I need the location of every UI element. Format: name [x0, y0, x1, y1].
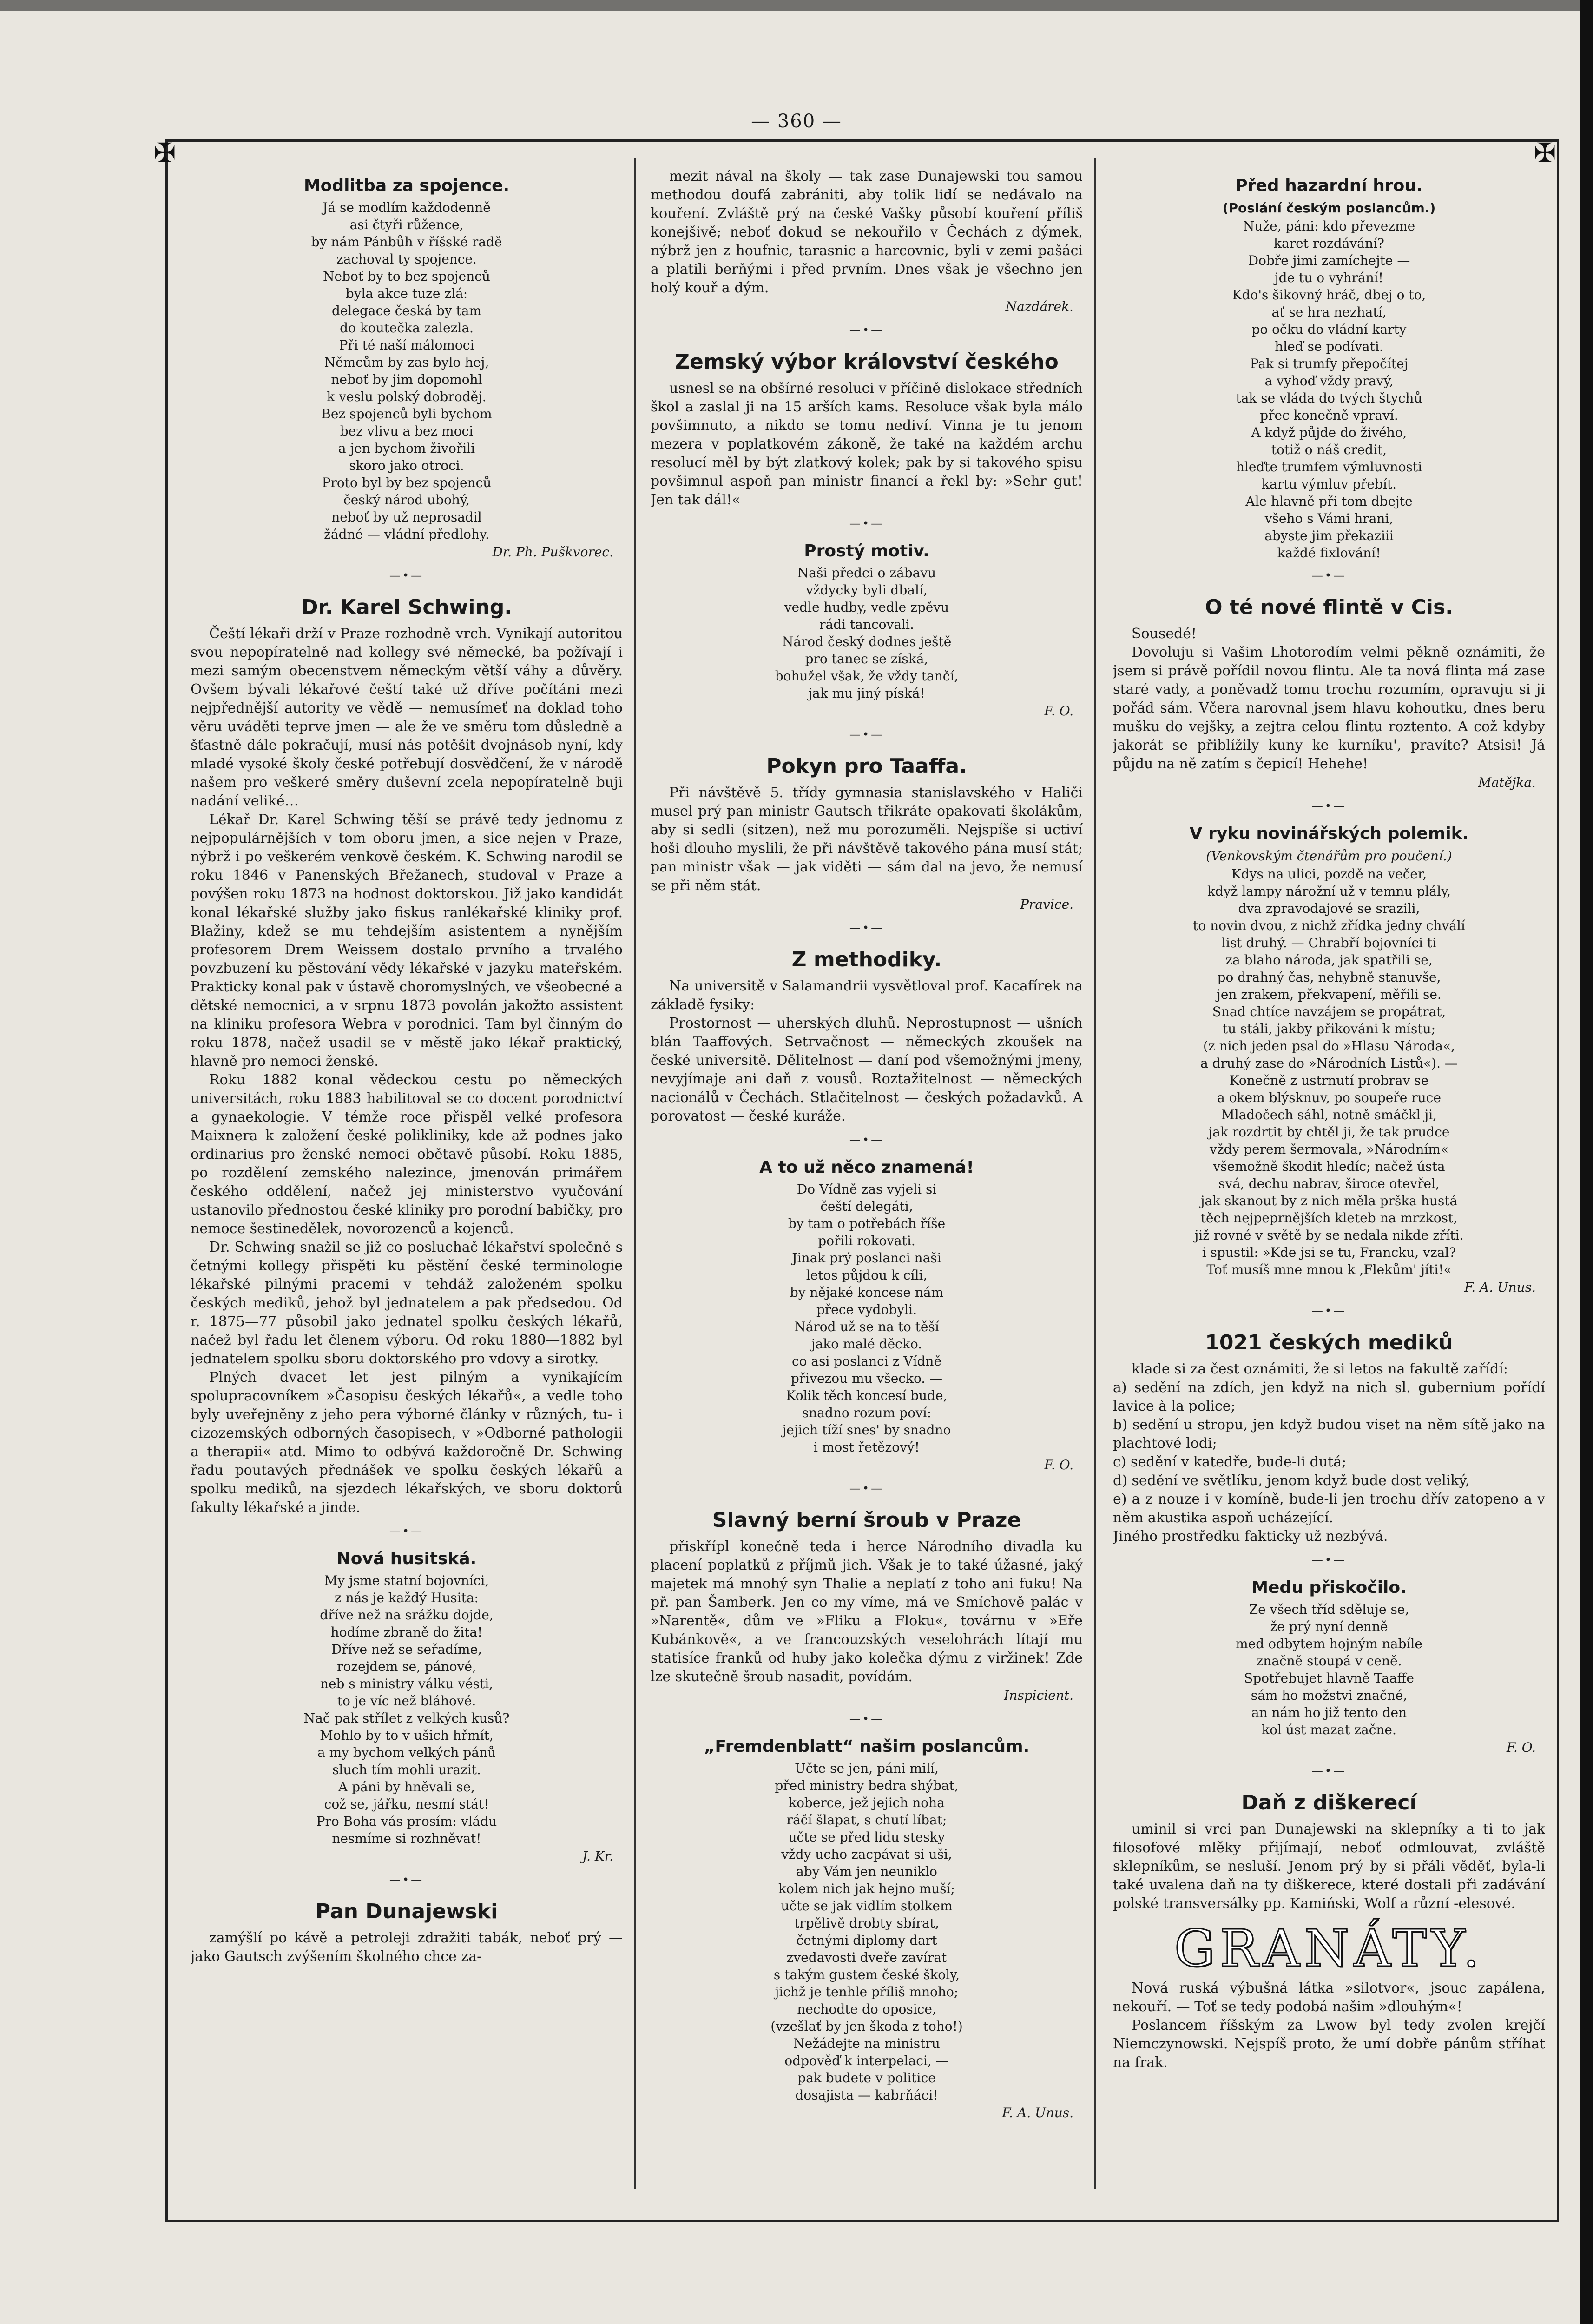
article-granaty	[1113, 1921, 1545, 2072]
signature: F. O.	[1506, 1740, 1536, 1755]
article-body	[651, 167, 1083, 297]
poem-line: Kolik těch koncesí bude,	[786, 1388, 948, 1403]
granaty-heading: GRANÁTY.	[1174, 1919, 1484, 1978]
poem-line: Naši předci o zábavu	[797, 565, 936, 581]
poem-line: Ze všech tříd sděluje se,	[1249, 1602, 1409, 1617]
divider: —•—	[1311, 569, 1347, 582]
article-title: A to už něco znamená!	[759, 1158, 974, 1177]
paragraph: Prostornost — uherských dluhů. Neprostupnost — ušních blán Taaffových. Setrvačnost — německých zkoušek na české universitě. Dělitelnost — daní pod všemožnými jmeny, nevyjímaje ani daň z vousů. Roztažitelnost — německých nacionálů v Čechách. Stlačitelnost — českých požadavků. A porovatost — české kuráže.	[651, 1015, 1083, 1124]
poem-line: z nás je každý Husita:	[334, 1590, 479, 1605]
poem-lines	[651, 1181, 1083, 1456]
article-subtitle: (Venkovským čtenářům pro poučení.)	[1206, 848, 1452, 864]
poem-line: abyste jim překaziii	[1264, 528, 1394, 543]
poem-line: nechodte do oposice,	[797, 2001, 936, 2017]
poem-lines	[191, 199, 623, 543]
paragraph: Lékař Dr. Karel Schwing těší se právě tedy jednomu z nejpopulárnějších v tom oboru jmen, a sice nejen v Praze, nýbrž i po veškerém venkově českém. K. Schwing narodil se roku 1846 v Panenských Břežanech, studoval v Praze a povýšen roku 1873 na hodnost doktorskou. Již jako kandidát konal lékařské služby jako fiskus ranlékařské kliniky prof. Blažiny, kdež se mu tehdejším asistentem a nynějším profesorem Drem Weissem dostalo prvního a trvalého povzbuzení ku pěstování vědy lékařské v jazyku mateřském. Prakticky konal pak v ústavě choromyslných, ve všeobecné a dětské nemocnici, a v srpnu 1873 povolán jakožto assistent na kliniku profesora Webra v porodnici. Tam byl činným do roku 1878, načež usadil se v městě jako lékař praktický, hlavně pro nemoci ženské.	[191, 812, 623, 1070]
poem-line: dosajista — kabrňáci!	[795, 2087, 938, 2103]
poem-line: ráčí šlapat, s chutí líbat;	[786, 1812, 947, 1828]
divider: —•—	[849, 728, 884, 741]
signature: F. O.	[1044, 1457, 1073, 1472]
paragraph: Plných dvacet let jest pilným a vynikajícím spolupracovníkem »Časopisu českých lékařů«, a vedle toho byly uveřejněny z jeho pera výborné články v různých, tu- i cizozemských odborných časopisech, v »Odborné pathologii a therapii« atd. Mimo to odbývá každoročně Dr. Schwing řadu poutavých přednášek ve spolku českých lékařů a spolku mediků, na sjezdech lékařských, ve sboru doktorů fakulty lékařské a jinde.	[191, 1369, 623, 1516]
column-rule-2	[1094, 158, 1096, 2189]
poem-line: by nám Pánbůh v říšské radě	[311, 234, 502, 250]
poem-line: odpověď k interpelaci, —	[784, 2053, 949, 2068]
poem-line: zvedavosti dveře zavírat	[786, 1950, 947, 1965]
divider: —•—	[849, 324, 884, 337]
poem-line: jen zrakem, překvapení, měřili se.	[1217, 987, 1442, 1002]
article-dunajewski	[191, 1899, 623, 1966]
article-body	[191, 625, 623, 1517]
article-title: Nová husitská.	[336, 1549, 477, 1568]
article-medici	[1113, 1330, 1545, 1546]
page-number: — 360 —	[751, 111, 842, 132]
poem-line: pak budete v politice	[797, 2070, 936, 2086]
poem-line: před ministry bedra shýbat,	[775, 1778, 959, 1793]
paragraph: zamýšlí po kávě a petroleji zdražiti tabák, neboť prý — jako Gautsch zvýšením školného chce za-	[191, 1930, 623, 1965]
poem-line: jak skanout by z nich měla prška hustá	[1200, 1193, 1458, 1208]
divider: —•—	[849, 517, 884, 530]
divider: —•—	[849, 1712, 884, 1725]
poem-line: tu stáli, jakby přikováni k místu;	[1222, 1021, 1436, 1037]
paragraph: usnesl se na obšírné resoluci v příčině dislokace středních škol a zaslal ji na 15 arších kams. Resoluce však byla málo povšimnuto, a nikdo se tomu nediví. Vinna je tu jenom mezera v poplatkovém zákoně, že také na každém archu resolucí měl by být zlatkový kolek; pak by si takového spisu povšimnul aspoň pan ministr financí a řekl by: »Sehr gut! Jen tak dál!«	[651, 380, 1083, 508]
article-polemiky	[1113, 824, 1545, 1297]
poem-line: za blaho národa, jak spatřili se,	[1225, 952, 1433, 968]
article-medu	[1113, 1578, 1545, 1757]
poem-line: Toť musíš mne mnou k ,Flekům' jíti!«	[1206, 1262, 1452, 1277]
paragraph: klade si za čest oznámiti, že si letos na fakultě zařídí:	[1132, 1361, 1508, 1377]
poem-line: trpělivě drobty sbírat,	[794, 1915, 939, 1931]
poem-line: když lampy nárožní už v temnu plály,	[1207, 884, 1451, 899]
poem-line: vždy perem šermovala, »Národním«	[1210, 1142, 1448, 1157]
poem-line: bohužel však, že vždy tančí,	[775, 668, 959, 684]
poem-line: přec konečně vpraví.	[1260, 408, 1398, 423]
poem-line: Já se modlím každodenně	[323, 200, 491, 215]
poem-line: těch nejpeprnějších kleteb na mrzkost,	[1200, 1210, 1458, 1226]
paragraph: Poslancem říšským za Lwow byl tedy zvolen krejčí Niemczynowski. Nejspíš proto, že umí dobře pánům stříhat na frak.	[1113, 2017, 1545, 2071]
paragraph: mezit nával na školy — tak zase Dunajewski tou samou methodou doufá zabrániti, aby tolik lidí se nedávalo na kouření. Zvláště prý na české Vašky působí kouření příliš konejšivě; neboť dokud se nekouřilo v Čechách z dýmek, nýbrž jen z houfnic, tarasnic a harcovnic, byli v zemi pašáci a platili berňými i před prvním. Dnes však je všechno jen holý kouř a dým.	[651, 168, 1083, 296]
paragraph: d) sedění ve světlíku, jenom když bude dost veliký,	[1113, 1472, 1470, 1489]
poem-line: koberce, jež jejich noha	[789, 1795, 945, 1810]
poem-line: že prý nyní denně	[1270, 1619, 1388, 1634]
poem-line: i spustil: »Kde jsi se tu, Francku, vzal?	[1202, 1245, 1456, 1260]
article-title: Daň z diškerecí	[1241, 1791, 1417, 1815]
poem-line: delegace česká by tam	[331, 303, 482, 318]
signature: Pravice.	[1020, 897, 1073, 912]
poem-line: a vyhoď vždy pravý,	[1264, 373, 1394, 389]
poem-line: jde tu o vyhrání!	[1274, 270, 1383, 285]
paragraph: Dr. Schwing snažil se již co posluchač lékařství společně s četnými kollegy přispěti ku pěstění české terminologie lékařské pilnými pracemi v tehdáž založeném spolku českých mediků, jehož byl jednatelem a pak předsedou. Od r. 1875—77 působil jako jednatel spolku českých lékařů, načež byl řadu let členem výboru. Od roku 1880—1882 byl jednatelem spolku sboru doktorského pro vdovy a sirotky.	[191, 1239, 623, 1367]
poem-line: každé fixlování!	[1277, 545, 1381, 561]
poem-line: Pro Boha vás prosím: vládu	[316, 1814, 497, 1829]
article-title: O té nové flintě v Cis.	[1205, 595, 1453, 619]
article-fremdenblatt	[651, 1736, 1083, 2122]
paragraph: b) sedění u stropu, jen když budou viset na něm sítě jako na plachtové lodi;	[1113, 1417, 1545, 1452]
poem-line: Kdo's šikovný hráč, dbej o to,	[1232, 287, 1426, 303]
paragraph: c) sedění v katedře, bude-li dutá;	[1113, 1454, 1347, 1470]
poem-line: jako malé děcko.	[811, 1336, 922, 1352]
poem-line: Pak si trumfy přepočítej	[1250, 356, 1409, 371]
paragraph: Čeští lékaři drží v Praze rozhodně vrch. Vynikají autoritou svou nepopíratelně nad kollegy své německé, ba požívají i mezi samým obecenstvem německým větší váhy a důvěry. Ovšem bývali lékařové čeští také už dříve počítáni mezi nejpřednější autority ve vědě — nemusímeť na doklad toho věru uváděti teprve jmen — ale že ve směru tom důsledně a šťastně dále pokračují, musí nás potěšit dvojnásob nyní, kdy mladé vysoké školy české potřebují dosvědčení, že v národě našem pro veškeré směry duševní zcela nepopíratelně buji nadání veliké…	[191, 626, 623, 809]
poem-line: což se, jářku, nesmí stát!	[324, 1796, 489, 1812]
signature: Nazdárek.	[1005, 299, 1073, 314]
poem-line: ať se hra nezhatí,	[1271, 304, 1387, 320]
divider: —•—	[1311, 1764, 1347, 1777]
poem-line: Jinak prý poslanci naši	[792, 1250, 941, 1266]
poem-line: Němcům by zas bylo hej,	[324, 355, 489, 370]
paragraph: Roku 1882 konal vědeckou cestu po německých universitách, roku 1883 habilitoval se co docent porodnictví a gynaekologie. V témže roce přispěl velké profesora Maixnera k založení české polikliniky, kde až podnes jako ordinarius pro ženské nemoci obětavě působí. Roku 1885, po rozdělení zemského nalezince, jmenován primářem českého oddělení, načež jej ministerstvo vyučování ustanovilo přednostou české kliniky pro porodní babičky, pro nemoce šestinedělek, novorozenců a kojenců.	[191, 1072, 623, 1237]
poem-line: Snad chtíce navzájem se propátrat,	[1212, 1004, 1446, 1019]
article-title: Zemský výbor království českého	[675, 350, 1059, 374]
poem-line: k veslu polský dobroděj.	[327, 389, 487, 404]
poem-line: s takým gustem české školy,	[773, 1967, 960, 1982]
scan-edge-top	[0, 0, 1593, 11]
article-title: Pokyn pro Taaffa.	[766, 754, 967, 778]
poem-line: Mohlo by to v ušich hřmít,	[320, 1728, 494, 1743]
article-body	[1113, 1360, 1545, 1379]
poem-line: Nežádejte na ministru	[793, 2036, 940, 2051]
article-title: Pan Dunajewski	[315, 1900, 498, 1923]
poem-line: bez vlivu a bez moci	[340, 423, 474, 439]
poem-line: neboť by už neprosadil	[331, 509, 482, 525]
column-2	[651, 167, 1083, 2166]
poem-line: Proto byl by bez spojenců	[322, 475, 492, 490]
divider: —•—	[389, 1525, 424, 1538]
poem-line: pořili rokovati.	[818, 1233, 915, 1248]
poem-line: vedle hudby, vedle zpěvu	[784, 600, 949, 615]
poem-line: kolem nich jak hejno muší;	[778, 1881, 955, 1896]
poem-line: (vzešlať by jen škoda z toho!)	[770, 2019, 963, 2034]
poem-line: čeští delegáti,	[820, 1199, 913, 1214]
article-body	[191, 1929, 623, 1966]
poem-line: všeho s Vámi hrani,	[1264, 511, 1394, 526]
paragraph: Při návštěvě 5. třídy gymnasia stanislavského v Haliči musel prý pan ministr Gautsch třikráte opakovati školákům, aby si sedli (sitzen), než mu porozuměli. Nejspíše si uctiví hoši dlouho myslili, že při návštěvě takového pána musí stát; pan ministr však — jak viděti — sám dal na jevo, že nemusí se při něm stát.	[651, 785, 1083, 894]
poem-line: a okem blýsknuv, po soupeře ruce	[1217, 1090, 1441, 1105]
poem-line: neboť by jim dopomohl	[331, 372, 482, 387]
poem-line: Mladočech sáhl, notně smáčkl ji,	[1221, 1107, 1437, 1122]
article-list	[1113, 1379, 1545, 1546]
corner-ornament-right: ✠	[1534, 137, 1556, 169]
poem-line: Do Vídně zas vyjeli si	[796, 1182, 937, 1197]
corner-ornament-left: ✠	[153, 137, 176, 169]
poem-line: My jsme statní bojovníci,	[324, 1573, 489, 1588]
poem-line: sluch tím mohli urazit.	[332, 1762, 481, 1777]
poem-line: Konečně z ustrnutí probrav se	[1229, 1073, 1429, 1088]
article-title: V ryku novinářských polemik.	[1189, 824, 1469, 843]
poem-line: skoro jako otroci.	[349, 458, 464, 473]
poem-line: a druhý zase do »Národních Listů«). —	[1200, 1056, 1458, 1071]
article-title: Před hazardní hrou.	[1235, 176, 1423, 195]
poem-line: Národ už se na to těší	[794, 1319, 939, 1334]
divider: —•—	[849, 1133, 884, 1146]
article-body	[651, 977, 1083, 1126]
poem-line: Ale hlavně při tom dbejte	[1245, 494, 1413, 509]
poem-lines	[191, 1572, 623, 1847]
poem-line: značně stoupá v ceně.	[1256, 1653, 1402, 1669]
poem-line: co asi poslanci z Vídně	[791, 1353, 942, 1369]
poem-line: Nač pak střílet z velkých kusů?	[303, 1710, 510, 1726]
signature: Inspicient.	[1004, 1688, 1073, 1703]
poem-line: již rovné v světě by se nedala nikde zříti.	[1194, 1228, 1464, 1243]
poem-line: snadno rozum poví:	[802, 1405, 932, 1420]
poem-line: pro tanec se získá,	[805, 651, 928, 667]
signature: F. O.	[1044, 703, 1073, 719]
poem-line: an nám ho již tento den	[1251, 1705, 1407, 1720]
paragraph: Dovoluju si Vašim Lhotorodím velmi pěkně oznámiti, že jsem si právě pořídil novou flintu. Ale ta nová flinta má zase staré vady, a poněvadž tomu trochu rozumím, opravuju si ji pořád sám. Včera narovnal jsem hlavu kohoutku, dnes beru mušku do vejšky, a zejtra celou flintu roztento. A což kdyby jakorát se přiblížily kuny ke kurníku', pravíte? Atsisi! Já půjdu na ně zatím s čepicí! Hehehe!	[1113, 644, 1545, 772]
poem-line: a jen bychom živořili	[338, 441, 475, 456]
poem-line: jejich tíží snes' by snadno	[782, 1422, 951, 1438]
divider: —•—	[1311, 1553, 1347, 1566]
article-title: Z methodiky.	[791, 948, 942, 971]
poem-line: Bez spojenců byli bychom	[321, 406, 492, 422]
poem-line: A když půjde do živého,	[1251, 425, 1407, 440]
poem-line: Kdys na ulici, pozdě na večer,	[1231, 866, 1427, 882]
poem-line: dva zpravodajové se srazili,	[1238, 901, 1420, 916]
article-nova-husitska	[191, 1549, 623, 1866]
poem-line: to novin dvou, z nichž zřídka jedny chválí	[1193, 918, 1465, 933]
poem-line: to je víc než bláhové.	[337, 1693, 476, 1709]
article-pokyn	[651, 754, 1083, 914]
poem-line: med odbytem hojným nabíle	[1236, 1636, 1422, 1651]
paragraph: Nová ruská výbušná látka »silotvor«, jsouc zapálena, nekouří. — Toť se tedy podobá našim »dlouhým«!	[1113, 1980, 1545, 2015]
article-title: Medu přiskočilo.	[1251, 1578, 1407, 1597]
article-title: Prostý motiv.	[804, 541, 929, 561]
article-prosty-motiv	[651, 541, 1083, 720]
poem-line: byla akce tuze zlá:	[345, 286, 468, 301]
article-body	[1113, 625, 1545, 773]
poem-line: Nuže, páni: kdo převezme	[1243, 218, 1415, 234]
poem-line: rádi tancovali.	[819, 617, 914, 632]
signature: F. A. Unus.	[1002, 2105, 1073, 2120]
poem-lines	[1113, 1601, 1545, 1738]
article-title: Slavný berní šroub v Praze	[712, 1508, 1021, 1532]
article-schwing	[191, 595, 623, 1517]
poem-line: žádné — vládní předlohy.	[324, 527, 489, 542]
poem-line: a my bychom velkých pánů	[317, 1745, 496, 1760]
article-title: „Fremdenblatt“ našim poslancům.	[704, 1737, 1030, 1756]
poem-line: učte se před lidu stesky	[788, 1829, 945, 1845]
paragraph: e) a z nouze i v komíně, bude-li jen trochu dřív zatopeno a v něm akustika aspoň ucházející.	[1113, 1491, 1545, 1526]
poem-line: hodíme zbraně do žita!	[330, 1624, 483, 1640]
poem-line: přece vydobyli.	[816, 1302, 917, 1317]
poem-line: tak se vláda do tvých štychů	[1236, 390, 1422, 406]
poem-line: zachoval ty spojence.	[336, 251, 477, 267]
poem-line: český národ ubohý,	[343, 492, 470, 508]
poem-line: i most řetězový!	[813, 1439, 920, 1455]
poem-line: nesmíme si rozhněvat!	[332, 1831, 481, 1846]
article-methodiky	[651, 947, 1083, 1126]
paragraph: Na universitě v Salamandrii vysvětloval prof. Kacafírek na základě fysiky:	[651, 978, 1083, 1013]
poem-line: jak rozdrtit by chtěl ji, že tak prudce	[1208, 1124, 1450, 1140]
poem-line: jak mu jiný píská!	[808, 686, 925, 701]
poem-line: letos půjdou k cíli,	[806, 1268, 928, 1283]
divider: —•—	[1311, 1304, 1347, 1317]
article-title: Dr. Karel Schwing.	[301, 595, 513, 619]
signature: Matějka.	[1478, 775, 1536, 790]
poem-lines	[1113, 865, 1545, 1278]
article-body	[651, 784, 1083, 895]
poem-lines	[651, 1760, 1083, 2104]
poem-line: učte se jak vidlím stolkem	[781, 1898, 953, 1914]
article-title: 1021 českých mediků	[1205, 1331, 1453, 1354]
poem-line: četnými diplomy dart	[796, 1933, 937, 1948]
article-hazardni-hra	[1113, 176, 1545, 561]
poem-line: karet rozdávání?	[1274, 236, 1384, 251]
poem-line: po drahný čas, nehybně stanuvše,	[1217, 970, 1441, 985]
poem-line: Dříve než se seřadíme,	[331, 1642, 482, 1657]
article-modlitba	[191, 176, 623, 561]
article-nova-flinta	[1113, 595, 1545, 792]
scan-edge-right	[1580, 0, 1593, 2324]
poem-line: A páni by hněvali se,	[338, 1779, 475, 1795]
poem-line: Při té naší málomoci	[339, 337, 474, 353]
article-berni-sroub	[651, 1508, 1083, 1705]
poem-lines	[1113, 218, 1545, 561]
paragraph: přiskřípl konečně teda i herce Národního divadla ku placení poplatků z příjmů jich. Však je to také úžasné, jaký majetek má mnohý syn Thalie a neplatí z toho ani fuku! Na př. pan Šamberk. Jen co my víme, má ve Smíchově palác v »Narentě«, dům ve »Fliku a Floku«, továrnu v »Eře Kubánkově«, a ve francouzských veselohrách lítají mu statisíce franků od huby jako kolečka dýmu z viržinek! Zde lze skutečně šroub nasadit, povídám.	[651, 1538, 1083, 1685]
poem-line: rozejdem se, pánové,	[337, 1659, 476, 1674]
poem-line: by nějaké koncese nám	[790, 1285, 944, 1300]
divider: —•—	[849, 1482, 884, 1495]
signature: F. A. Unus.	[1464, 1280, 1536, 1295]
poem-line: Spotřebujet hlavně Taaffe	[1244, 1670, 1414, 1686]
article-subtitle: (Poslání českým poslancům.)	[1222, 200, 1436, 216]
poem-line: vždycky byli dbalí,	[806, 582, 928, 598]
divider: —•—	[389, 569, 424, 582]
article-zemsky-vybor	[651, 350, 1083, 509]
article-dunajewski-continued	[651, 167, 1083, 316]
poem-line: hleď se podívati.	[1275, 339, 1383, 354]
signature: Dr. Ph. Puškvorec.	[492, 544, 613, 560]
poem-lines	[651, 564, 1083, 702]
poem-line: hleďte trumfem výmluvnosti	[1236, 459, 1422, 475]
divider: —•—	[1311, 799, 1347, 812]
paragraph: a) sedění na zdích, jen když na nich sl. gubernium pořídí lavice à la police;	[1113, 1380, 1545, 1414]
poem-line: přivezou mu všecko. —	[790, 1371, 943, 1386]
poem-line: všemožně škodit hledíc; načež ústa	[1213, 1159, 1445, 1174]
article-dan-diskereci	[1113, 1790, 1545, 1913]
divider: —•—	[389, 1873, 424, 1886]
poem-line: neb s ministry válku vésti,	[320, 1676, 494, 1691]
poem-line: Dobře jimi zamíchejte —	[1248, 253, 1410, 268]
poem-line: svá, dechu nabrav, široce otevřel,	[1218, 1176, 1440, 1191]
poem-line: do koutečka zalezla.	[340, 320, 474, 336]
poem-line: jichž je tenhle příliš mnoho;	[775, 1984, 959, 2000]
column-rule-1	[634, 158, 636, 2189]
poem-line: dříve než na srážku dojde,	[320, 1607, 494, 1623]
article-title: Modlitba za spojence.	[303, 176, 510, 195]
column-1	[191, 167, 623, 2166]
divider: —•—	[849, 921, 884, 934]
paragraph: Jiného prostředku fakticky už nezbývá.	[1113, 1528, 1388, 1545]
signature: J. Kr.	[582, 1849, 613, 1864]
poem-line: asi čtyři růžence,	[349, 217, 464, 232]
article-body	[1113, 1820, 1545, 1913]
poem-line: sám ho možstvi značné,	[1251, 1688, 1408, 1703]
column-3	[1113, 167, 1545, 2166]
poem-line: by tam o potřebách říše	[788, 1216, 946, 1231]
poem-line: Národ český dodnes ještě	[782, 634, 952, 649]
poem-line: po očku do vládní karty	[1251, 322, 1407, 337]
article-neco-znamena	[651, 1157, 1083, 1474]
poem-line: Učte se jen, páni milí,	[795, 1761, 939, 1776]
paragraph: Sousedé!	[1132, 626, 1197, 642]
poem-line: kartu výmluv přebít.	[1261, 476, 1397, 492]
poem-line: Neboť by to bez spojenců	[323, 269, 490, 284]
poem-line: aby Vám jen neuniklo	[796, 1864, 937, 1879]
poem-line: vždy ucho zacpávat si uši,	[781, 1847, 952, 1862]
poem-line: totiž o náš credit,	[1271, 442, 1387, 457]
article-body	[651, 379, 1083, 509]
poem-line: list druhý. — Chrabří bojovníci ti	[1221, 935, 1437, 951]
paragraph: uminil si vrci pan Dunajewski na sklepníky a ti to jak filosofové mlěky přijímají, neboť odmlouvat, zvláště sklepníkům, se nesluší. Jenom prý by si přáli věděť, byla-li také uvalena daň na ty diškerece, které dostali při zadávání polské transversálky pp. Kamiński, Wolf a různí -elesové.	[1113, 1821, 1545, 1912]
poem-line: kol úst mazat začne.	[1262, 1722, 1396, 1737]
article-body	[1113, 1979, 1545, 2072]
poem-line: (z nich jeden psal do »Hlasu Národa«,	[1203, 1038, 1455, 1054]
article-body	[651, 1538, 1083, 1686]
